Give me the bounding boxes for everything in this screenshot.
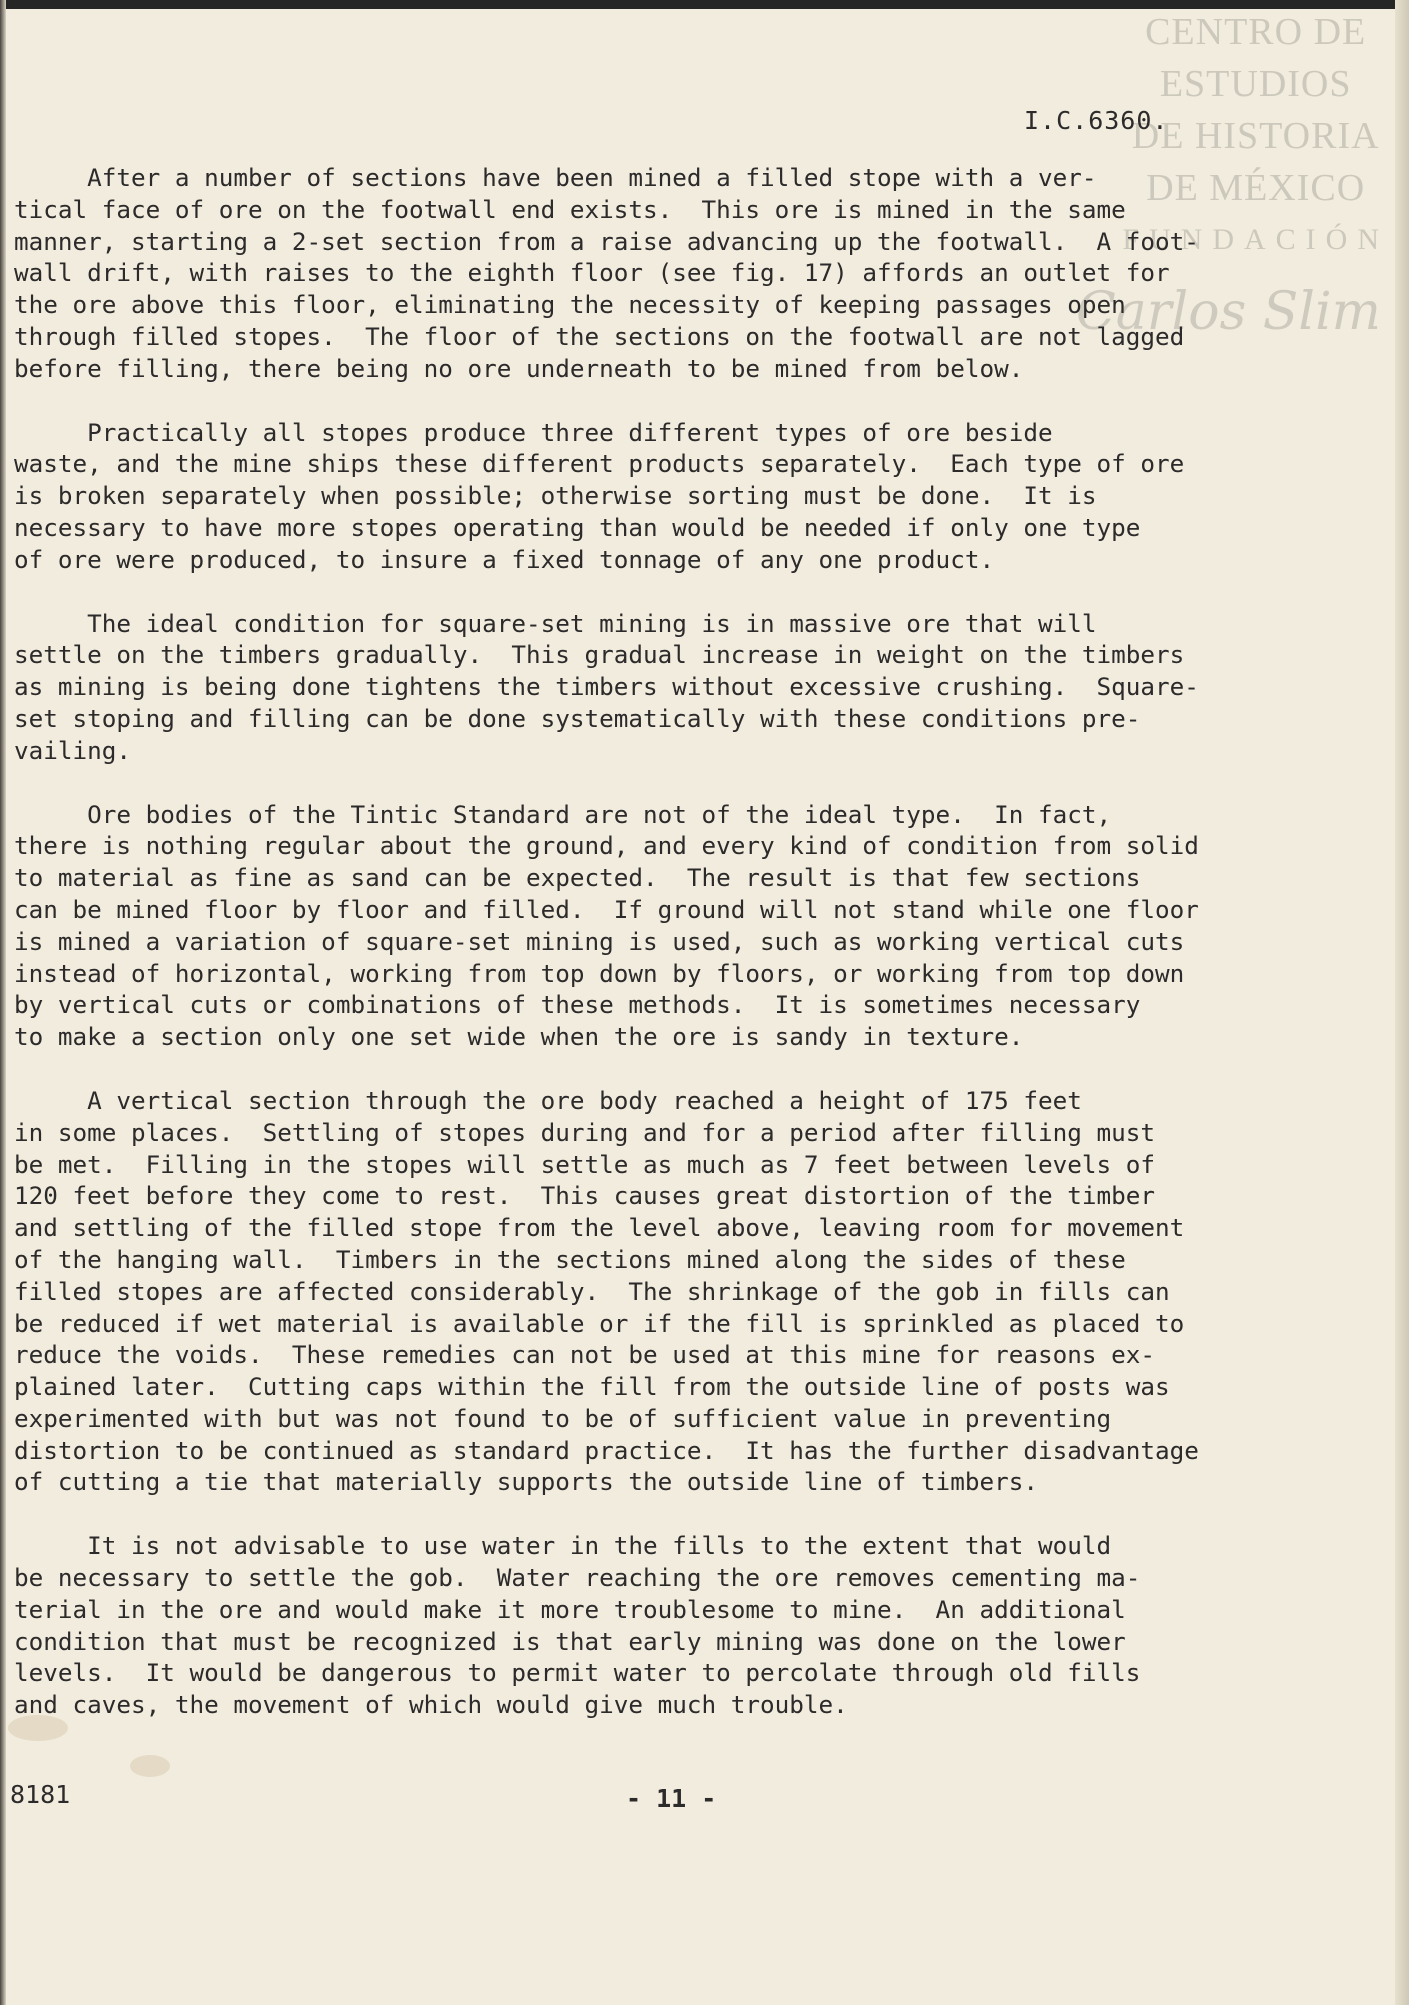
text-line: as mining is being done tightens the timbers without excessive crushing. Square- (14, 672, 1199, 702)
text-line: is broken separately when possible; otherwise sorting must be done. It is (14, 481, 1097, 511)
text-line: Ore bodies of the Tintic Standard are not of the ideal type. In fact, (14, 799, 1112, 829)
text-line: instead of horizontal, working from top down by floors, or working from top down (14, 958, 1185, 988)
text-line: A vertical section through the ore body reached a height of 175 feet (14, 1085, 1082, 1115)
watermark-signature: Carlos Slim (1076, 282, 1381, 342)
text-line: the ore above this floor, eliminating the necessity of keeping passages open (14, 290, 1126, 320)
text-line: be met. Filling in the stopes will settle as much as 7 feet between levels of (14, 1149, 1155, 1179)
text-line: reduce the voids. These remedies can not be used at this mine for reasons ex- (14, 1340, 1155, 1370)
watermark-line-1: CENTRO DE (1145, 11, 1367, 53)
text-line: of ore were produced, to insure a fixed tonnage of any one product. (14, 544, 995, 574)
text-line: in some places. Settling of stopes during and for a period after filling must (14, 1117, 1155, 1147)
scan-right-edge (1395, 0, 1409, 2005)
text-line: necessary to have more stopes operating than would be needed if only one type (14, 512, 1141, 542)
text-line: through filled stopes. The floor of the sections on the footwall are not lagged (14, 321, 1185, 351)
report-number: 8181 (10, 1780, 71, 1809)
text-line: by vertical cuts or combinations of these methods. It is sometimes necessary (14, 990, 1141, 1020)
text-line: vailing. (14, 735, 132, 765)
text-line: After a number of sections have been mined a filled stope with a ver- (14, 163, 1097, 192)
text-line: settle on the timbers gradually. This gradual increase in weight on the timbers (14, 640, 1185, 670)
text-line: terial in the ore and would make it more troublesome to mine. An additional (14, 1594, 1126, 1624)
paragraph (14, 162, 1334, 385)
paragraph (14, 1085, 1334, 1498)
watermark-line-4: DE MÉXICO (1146, 167, 1366, 209)
text-line: to material as fine as sand can be expected. The result is that few sections (14, 863, 1141, 893)
text-line: and caves, the movement of which would give much trouble. (14, 1690, 848, 1720)
document-id: I.C.6360. (1024, 106, 1169, 135)
paragraph (14, 608, 1334, 767)
scan-left-edge (0, 0, 6, 2005)
text-line: condition that must be recognized is that early mining was done on the lower (14, 1626, 1126, 1656)
text-line: tical face of ore on the footwall end exists. This ore is mined in the same (14, 194, 1126, 224)
paragraph (14, 1530, 1334, 1721)
text-line: before filling, there being no ore underneath to be mined from below. (14, 353, 1024, 383)
text-line: The ideal condition for square-set mining is in massive ore that will (14, 608, 1097, 638)
text-line: 120 feet before they come to rest. This causes great distortion of the timber (14, 1181, 1155, 1211)
text-line: plained later. Cutting caps within the fill from the outside line of posts was (14, 1372, 1170, 1402)
watermark-line-5: FUNDACIÓN (1122, 223, 1389, 256)
text-line: of cutting a tie that materially supports the outside line of timbers. (14, 1467, 1038, 1497)
text-line: levels. It would be dangerous to permit water to percolate through old fills (14, 1658, 1141, 1688)
text-line: be necessary to settle the gob. Water reaching the ore removes cementing ma- (14, 1563, 1141, 1593)
text-line: set stoping and filling can be done systematically with these conditions pre- (14, 703, 1141, 733)
text-line: waste, and the mine ships these different products separately. Each type of ore (14, 449, 1185, 479)
text-line: manner, starting a 2-set section from a raise advancing up the footwall. A foot- (14, 226, 1199, 256)
paper-stain (130, 1755, 170, 1777)
text-line: is mined a variation of square-set mining is used, such as working vertical cuts (14, 926, 1185, 956)
page-number: - 11 - (626, 1784, 717, 1813)
text-line: can be mined floor by floor and filled. If ground will not stand while one floor (14, 894, 1199, 924)
text-line: there is nothing regular about the ground, and every kind of condition from solid (14, 831, 1199, 861)
watermark-line-3: DE HISTORIA (1131, 115, 1380, 157)
text-line: of the hanging wall. Timbers in the sections mined along the sides of these (14, 1244, 1126, 1274)
watermark-line-2: ESTUDIOS (1159, 63, 1352, 105)
paragraph (14, 799, 1334, 1053)
text-line: be reduced if wet material is available or if the fill is sprinkled as placed to (14, 1308, 1185, 1338)
text-line: wall drift, with raises to the eighth floor (see fig. 17) affords an outlet for (14, 258, 1170, 288)
text-line: distortion to be continued as standard practice. It has the further disadvantage (14, 1435, 1199, 1465)
text-line: experimented with but was not found to be of sufficient value in preventing (14, 1403, 1112, 1433)
text-line: and settling of the filled stope from the level above, leaving room for movement (14, 1213, 1185, 1243)
paragraph (14, 417, 1334, 576)
text-line: It is not advisable to use water in the fills to the extent that would (14, 1531, 1112, 1561)
text-line: to make a section only one set wide when the ore is sandy in texture. (14, 1022, 1024, 1052)
text-line: filled stopes are affected considerably. The shrinkage of the gob in fills can (14, 1276, 1170, 1306)
document-body (14, 162, 1334, 1753)
paper-stain (8, 1715, 68, 1741)
text-line: Practically all stopes produce three different types of ore beside (14, 417, 1053, 447)
